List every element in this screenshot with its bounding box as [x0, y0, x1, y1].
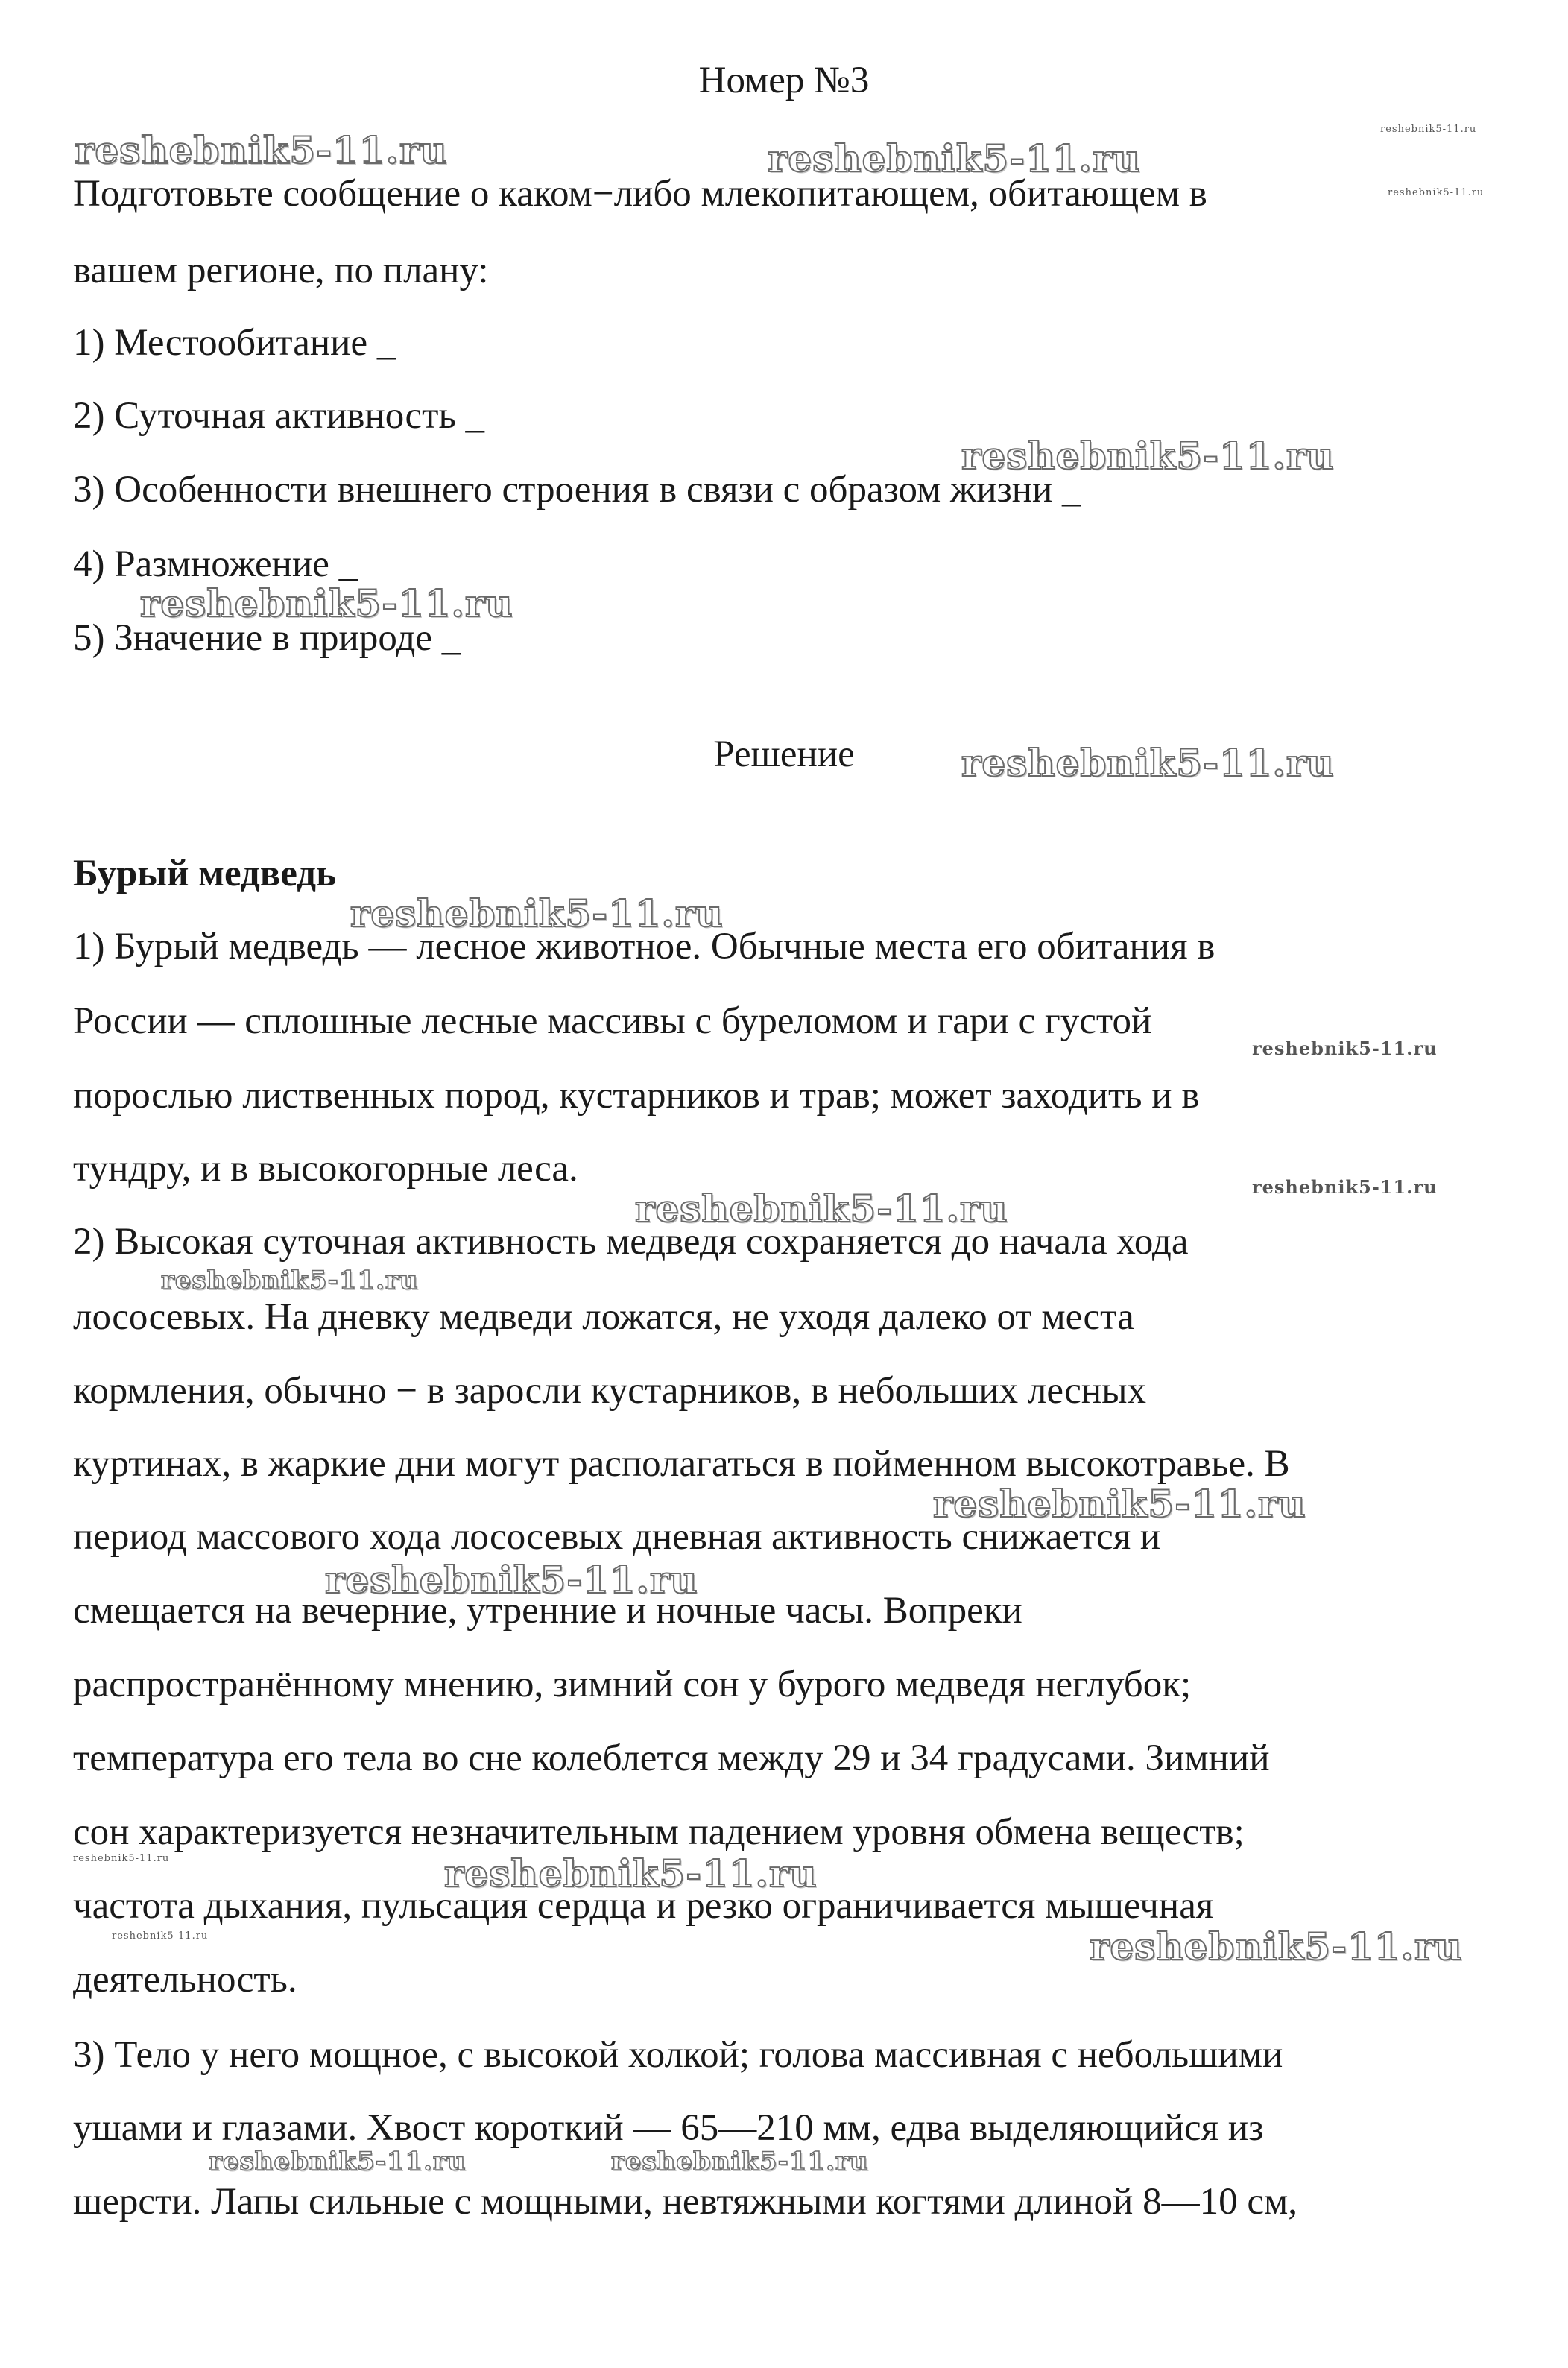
- watermark: reshebnik5-11.ru: [1388, 187, 1485, 198]
- task-line: 4) Размножение _: [73, 543, 358, 585]
- watermark: reshebnik5-11.ru: [1090, 1925, 1463, 1968]
- task-line: 2) Суточная активность _: [73, 395, 484, 437]
- solution-line: порослью лиственных пород, кустарников и трав; может заходить и в: [73, 1075, 1200, 1117]
- solution-line: 1) Бурый медведь — лесное животное. Обычные места его обитания в: [73, 926, 1215, 967]
- solution-line: лососевых. На дневку медведи ложатся, не уходя далеко от места: [73, 1296, 1134, 1338]
- watermark: reshebnik5-11.ru: [961, 741, 1335, 785]
- solution-line: 2) Высокая суточная активность медведя сохраняется до начала хода: [73, 1221, 1189, 1263]
- solution-line: частота дыхания, пульсация сердца и резко ограничивается мышечная: [73, 1885, 1214, 1927]
- task-line: Подготовьте сообщение о каком−либо млекопитающем, обитающем в: [73, 173, 1207, 215]
- watermark: reshebnik5-11.ru: [768, 136, 1141, 180]
- task-line: 3) Особенности внешнего строения в связи с образом жизни _: [73, 469, 1081, 511]
- solution-line: России — сплошные лесные массивы с буреломом и гари с густой: [73, 1000, 1152, 1042]
- solution-line: смещается на вечерние, утренние и ночные часы. Вопреки: [73, 1590, 1022, 1632]
- task-line: 5) Значение в природе _: [73, 617, 461, 659]
- watermark: reshebnik5-11.ru: [961, 434, 1335, 478]
- watermark: reshebnik5-11.ru: [73, 1853, 170, 1864]
- solution-line: деятельность.: [73, 1959, 297, 2001]
- watermark: reshebnik5-11.ru: [1252, 1038, 1438, 1059]
- solution-line: кормления, обычно − в заросли кустарников, в небольших лесных: [73, 1370, 1146, 1412]
- solution-line: 3) Тело у него мощное, с высокой холкой; голова массивная с небольшими: [73, 2034, 1283, 2076]
- watermark: reshebnik5-11.ru: [933, 1482, 1306, 1526]
- task-line: 1) Местообитание _: [73, 322, 396, 364]
- page-title: Номер №3: [698, 60, 870, 101]
- watermark: reshebnik5-11.ru: [325, 1558, 698, 1602]
- solution-line: температура его тела во сне колеблется между 29 и 34 градусами. Зимний: [73, 1737, 1270, 1779]
- watermark: reshebnik5-11.ru: [209, 2147, 467, 2176]
- watermark: reshebnik5-11.ru: [112, 1930, 209, 1942]
- watermark: reshebnik5-11.ru: [611, 2147, 869, 2176]
- animal-title: Бурый медведь: [73, 853, 337, 894]
- watermark: reshebnik5-11.ru: [140, 581, 513, 625]
- solution-line: тундру, и в высокогорные леса.: [73, 1148, 578, 1190]
- watermark: reshebnik5-11.ru: [635, 1187, 1008, 1231]
- task-line: вашем регионе, по плану:: [73, 250, 489, 291]
- watermark: reshebnik5-11.ru: [75, 128, 448, 172]
- watermark: reshebnik5-11.ru: [350, 891, 724, 935]
- solution-line: сон характеризуется незначительным падением уровня обмена веществ;: [73, 1811, 1245, 1853]
- solution-line: распространённому мнению, зимний сон у бурого медведя неглубок;: [73, 1664, 1192, 1705]
- solution-line: период массового хода лососевых дневная активность снижается и: [73, 1516, 1161, 1558]
- solution-line: шерсти. Лапы сильные с мощными, невтяжными когтями длиной 8—10 см,: [73, 2181, 1297, 2223]
- watermark: reshebnik5-11.ru: [1380, 124, 1477, 135]
- watermark: reshebnik5-11.ru: [161, 1266, 419, 1295]
- watermark: reshebnik5-11.ru: [444, 1851, 818, 1895]
- solution-line: ушами и глазами. Хвост короткий — 65—210 мм, едва выделяющийся из: [73, 2107, 1264, 2149]
- solution-heading: Решение: [713, 733, 855, 775]
- solution-line: куртинах, в жаркие дни могут располагаться в пойменном высокотравье. В: [73, 1443, 1290, 1485]
- watermark: reshebnik5-11.ru: [1252, 1176, 1438, 1198]
